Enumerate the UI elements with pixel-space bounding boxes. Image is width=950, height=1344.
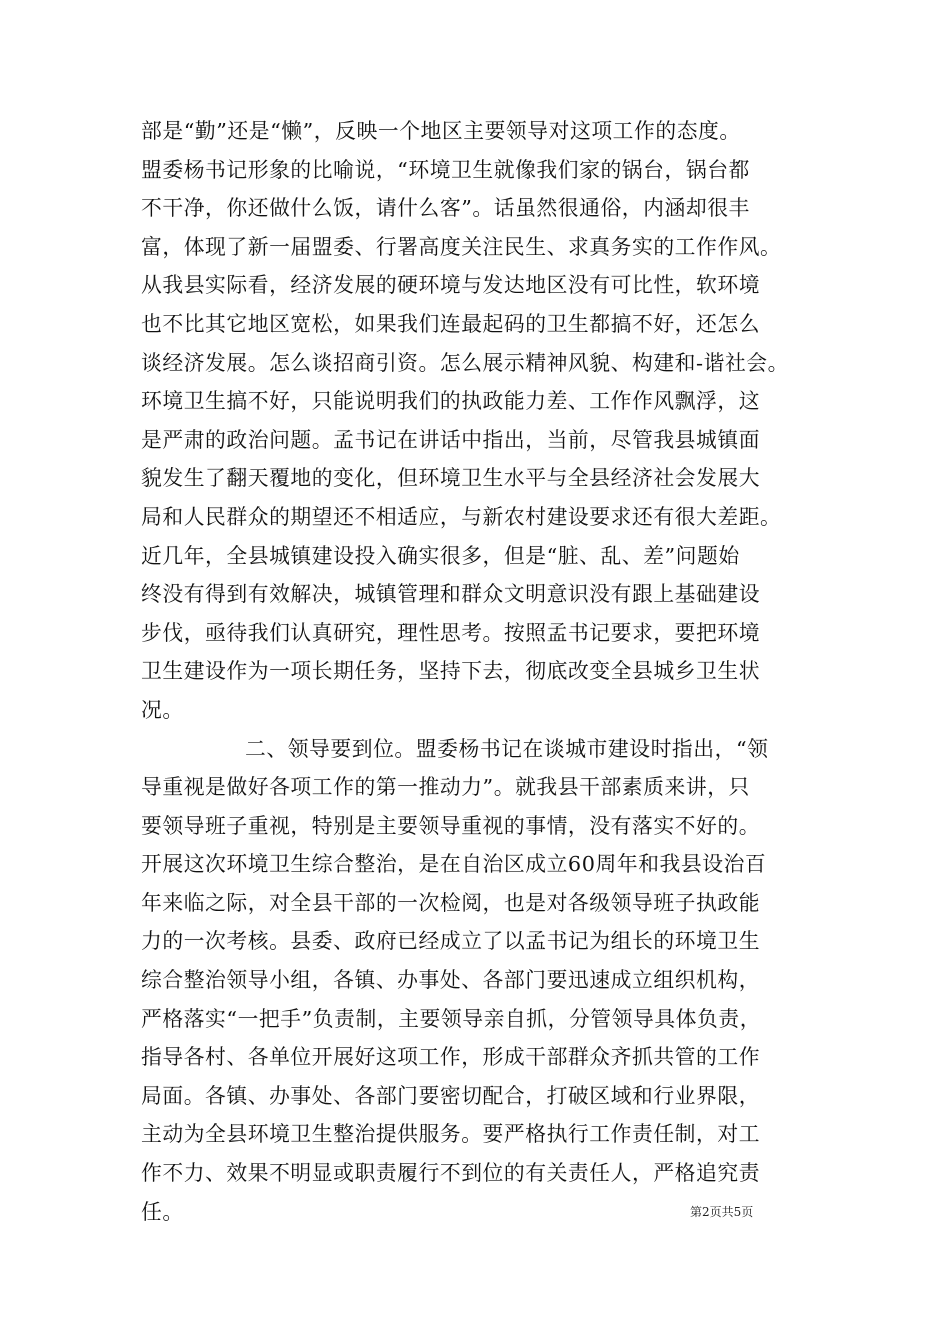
text-line: 严格落实“一把手”负责制，主要领导亲自抓，分管领导具体负责，: [141, 1006, 762, 1031]
text-line: 开展这次环境卫生综合整治，是在自治区成立60周年和我县设治百: [141, 852, 767, 877]
text-line: 从我县实际看，经济发展的硬环境与发达地区没有可比性，软环境: [141, 273, 761, 298]
text-line: 不干净，你还做什么饭，请什么客”。话虽然很通俗，内涵却很丰: [141, 196, 750, 221]
text-line: 导重视是做好各项工作的第一推动力”。就我县干部素质来讲，只: [141, 775, 750, 800]
text-line: 貌发生了翻天覆地的变化，但环境卫生水平与全县经济社会发展大: [141, 466, 761, 491]
page-number: 第2页共5页: [690, 1205, 754, 1219]
text-line: 步伐，亟待我们认真研究，理性思考。按照孟书记要求，要把环境: [141, 620, 761, 645]
text-line: 年来临之际，对全县干部的一次检阅，也是对各级领导班子执政能: [141, 890, 761, 915]
text-line: 卫生建设作为一项长期任务，坚持下去，彻底改变全县城乡卫生状: [141, 659, 761, 684]
text-line: 任。: [141, 1199, 184, 1224]
text-line: 况。: [141, 697, 184, 722]
text-line: 作不力、效果不明显或职责履行不到位的有关责任人，严格追究责: [141, 1161, 761, 1186]
text-line: 盟委杨书记形象的比喻说，“环境卫生就像我们家的锅台，锅台都: [141, 157, 750, 182]
text-line: 指导各村、各单位开展好这项工作，形成干部群众齐抓共管的工作: [141, 1045, 761, 1070]
text-line: 要领导班子重视，特别是主要领导重视的事情，没有落实不好的。: [141, 813, 761, 838]
text-line: 力的一次考核。县委、政府已经成立了以孟书记为组长的环境卫生: [141, 929, 761, 954]
text-line: 近几年，全县城镇建设投入确实很多，但是“脏、乱、差”问题始: [141, 543, 740, 568]
text-line: 局面。各镇、办事处、各部门要密切配合，打破区域和行业界限，: [141, 1083, 761, 1108]
text-line: 部是“勤”还是“懒”，反映一个地区主要领导对这项工作的态度。: [141, 119, 741, 143]
text-line: 局和人民群众的期望还不相适应，与新农村建设要求还有很大差距。: [141, 504, 782, 529]
text-line: 是严肃的政治问题。孟书记在讲话中指出，当前，尽管我县城镇面: [141, 427, 761, 452]
text-line: 综合整治领导小组，各镇、办事处、各部门要迅速成立组织机构，: [141, 968, 761, 993]
body-text: [141, 112, 821, 1231]
text-line: 也不比其它地区宽松，如果我们连最起码的卫生都搞不好，还怎么: [141, 311, 761, 336]
text-line: 富，体现了新一届盟委、行署高度关注民生、求真务实的工作作风。: [141, 234, 782, 259]
text-line: 谈经济发展。怎么谈招商引资。怎么展示精神风貌、构建和-谐社会。: [141, 350, 789, 375]
text-line: 环境卫生搞不好，只能说明我们的执政能力差、工作作风飘浮，这: [141, 389, 761, 414]
text-line: 主动为全县环境卫生整治提供服务。要严格执行工作责任制，对工: [141, 1122, 761, 1147]
text-line: 终没有得到有效解决，城镇管理和群众文明意识没有跟上基础建设: [141, 582, 761, 607]
section-heading-line: 二、领导要到位。盟委杨书记在谈城市建设时指出，“领: [245, 736, 769, 761]
